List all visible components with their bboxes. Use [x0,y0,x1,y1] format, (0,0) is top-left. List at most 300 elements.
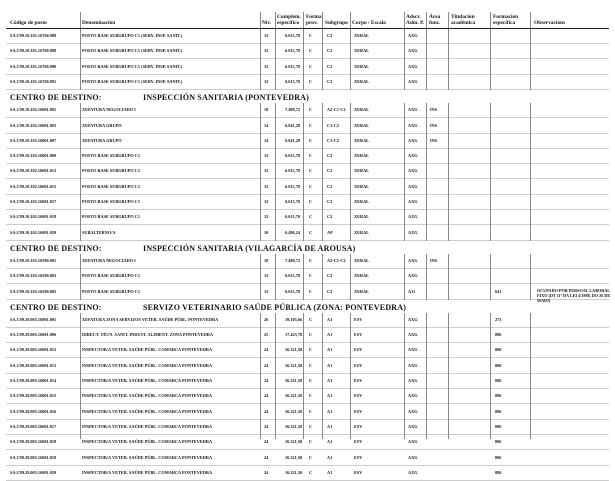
table-row [0,226,615,241]
cell-sub: C2 [327,48,333,54]
cell-corpo: XERAL [354,48,370,54]
cell-adscr: AXG [408,168,418,174]
cell-form: 086 [495,439,502,445]
cell-den: INSPECTOR/A VETER. SAÚDE PÚBL. COMARCA PONTEVEDRA [82,408,213,414]
column-divider [322,103,323,241]
column-divider [404,103,405,241]
cell-niv: 12 [264,78,269,84]
cell-niv: 24 [264,469,269,475]
column-divider [448,29,449,90]
cell-corpo: XERAL [354,153,370,159]
cell-code: SA.C99.10.101.16760.090 [10,63,57,69]
cell-adscr: AXG [408,229,418,235]
cell-adscr: AXG [408,347,418,353]
cell-adscr: AXG [408,378,418,383]
cell-niv: 10 [264,229,269,235]
cell-niv: 26 [264,316,269,322]
column-divider [80,29,81,90]
column-divider [275,313,276,439]
column-divider [350,29,351,90]
cell-adscr: AXG [408,454,418,460]
cell-adscr: AXG [408,199,418,204]
cell-sub: A1 [327,454,333,460]
cell-sub: A2-C1-C2 [327,107,346,113]
column-divider [80,103,81,241]
cell-sub: A1 [327,469,333,475]
section-label: CENTRO DE DESTINO: [10,93,102,103]
cell-niv: 24 [264,423,269,429]
cell-forma: C [309,183,313,189]
row-rule [6,89,609,90]
column-divider [322,29,323,90]
cell-comp: 16.321,50 [285,408,303,414]
cell-corpo: XERAL [354,122,370,128]
cell-code: SA.C99.29.005.16001.014 [10,378,57,383]
cell-forma: C [309,288,313,294]
header-forma: Forma [306,14,322,20]
cell-sub: C2 [327,63,333,69]
table-row [0,75,615,90]
cell-comp: 16.321,50 [285,423,303,429]
cell-adscr: AXG [408,439,418,445]
cell-form: 086 [495,423,502,429]
cell-niv: 12 [264,199,269,204]
cell-code: SA.C99.29.005.16001.020 [10,469,57,475]
cell-adscr: AXG [408,153,418,159]
header-divider [322,12,323,28]
column-divider [530,29,531,90]
column-divider [80,254,81,300]
cell-comp: 16.321,50 [285,393,303,399]
cell-corpo: ESV [354,408,363,414]
cell-forma: C [309,214,313,220]
header-academica: académica [451,20,476,26]
cell-forma: C [309,469,313,475]
column-divider [260,313,261,439]
cell-forma: C [309,33,313,38]
cell-corpo: XERAL [354,257,370,263]
table-row [0,451,615,466]
column-divider [404,313,405,439]
column-divider [490,313,491,439]
cell-forma: C [309,257,313,263]
cell-sub: C2 [327,78,333,84]
cell-corpo: XERAL [354,63,370,69]
cell-code: SA.C99.10.101.16760.088 [10,33,57,38]
cell-corpo: ESV [354,423,363,429]
table-row [0,420,615,435]
column-divider [322,254,323,300]
cell-comp: 6.615,70 [285,214,301,220]
row-rule [6,299,609,300]
cell-form: 086 [495,362,502,368]
column-divider [260,254,261,300]
column-divider [426,103,427,241]
cell-code: SA.C99.29.005.16001.006 [10,332,57,338]
cell-code: SA.C99.10.101.16760.091 [10,78,57,84]
column-divider [260,103,261,241]
cell-adscr: AXG [408,393,418,399]
cell-code: SA.C99.29.005.16001.015 [10,393,57,399]
cell-forma: C [309,78,313,84]
cell-niv: 24 [264,393,269,399]
table-row [0,103,615,118]
column-divider [322,313,323,439]
cell-adscr: AXG [408,107,418,113]
header-prov: prov. [306,20,318,26]
cell-code: SA.C99.29.005.16001.017 [10,423,57,429]
header-observacions: Observacións [534,20,566,26]
cell-forma: C [309,122,313,128]
cell-comp: 16.321,50 [285,469,303,475]
cell-corpo: XERAL [354,33,370,38]
cell-sub: AP [327,229,333,235]
cell-corpo: XERAL [354,229,370,235]
cell-corpo: XERAL [354,273,370,279]
column-divider [303,313,304,439]
cell-corpo: XERAL [354,107,370,113]
header-corpo: Corpo / Escala [352,20,386,26]
column-divider [275,254,276,300]
column-divider [260,29,261,90]
header-divider [448,12,449,28]
cell-corpo: ESV [354,469,363,475]
cell-comp: 16.321,50 [285,347,303,353]
cell-comp: 16.321,50 [285,439,303,445]
header-area: Área [429,14,441,20]
cell-den: POSTO BASE SUBGRUPO C1 [82,183,141,189]
cell-corpo: XERAL [354,199,370,204]
cell-den: DIRECT. TÉCN. SANIT. INDUST. ALIMENT. ZONA PONTEVEDRA [82,332,214,338]
cell-adscr: AXG [408,362,418,368]
cell-sub: C1-C2 [327,137,339,143]
cell-forma: C [309,48,313,54]
cell-adscr: AXG [408,316,418,322]
table-row [0,164,615,179]
cell-corpo: XERAL [354,214,370,220]
header-divider [426,12,427,28]
column-divider [530,254,531,300]
cell-area: INS [430,107,438,113]
cell-forma: C [309,378,313,383]
cell-corpo: XERAL [354,183,370,189]
cell-den: INSPECTOR/A VETER. SAÚDE PÚBL. COMARCA PONTEVEDRA [82,362,213,368]
header-codigo: Código de posto [10,20,47,26]
section-heading [0,243,615,253]
cell-comp: 6.486,24 [285,229,301,235]
cell-corpo: ESV [354,316,363,322]
cell-adscr: AXG [408,469,418,475]
table-row [0,134,615,149]
cell-adscr: AXG [408,408,418,414]
cell-comp: 6.941,28 [285,137,301,143]
cell-form: 086 [495,332,502,338]
cell-forma: C [309,347,313,353]
header-niv: Niv. [262,20,272,26]
cell-forma: C [309,316,313,322]
cell-code: SA.C99.10.102.16001.015 [10,183,57,189]
column-divider [275,29,276,90]
cell-den: XEFATURA GRUPO [82,137,122,143]
cell-observacions: OCUPADO POR PERSOAL LABORAL FIXO (DT 11ª DA LEI 4/1988, DO 26 DE MAIO) [537,287,611,304]
column-divider [303,254,304,300]
column-divider [426,254,427,300]
cell-code: SA.C99.10.102.16590.003 [10,273,57,279]
cell-code: SA.C99.29.005.16001.019 [10,454,57,460]
cell-forma: C [309,168,313,174]
cell-code: SA.C99.10.102.16001.009 [10,153,57,159]
cell-sub: C2 [327,288,333,294]
cell-corpo: XERAL [354,78,370,84]
cell-den: INSPECTOR/A VETER. SAÚDE PÚBL. COMARCA PONTEVEDRA [82,423,213,429]
cell-niv: 25 [264,332,269,338]
cell-forma: C [309,153,313,159]
cell-corpo: ESV [354,454,363,460]
cell-adscr: AXG [408,122,418,128]
column-divider [404,254,405,300]
cell-den: XEFATURA GRUPO [82,122,122,128]
cell-niv: 12 [264,153,269,159]
cell-code: SA.C99.29.005.16001.001 [10,316,57,322]
cell-adscr: AXG [408,48,418,54]
cell-forma: C [309,229,313,235]
table-row [0,359,615,374]
cell-form: 086 [495,378,502,383]
cell-forma: C [309,332,313,338]
table-row [0,374,615,389]
section-heading [0,302,615,312]
cell-forma: C [309,439,313,445]
cell-niv: 14 [264,137,269,143]
cell-adscr: AXG [408,332,418,338]
cell-corpo: XERAL [354,137,370,143]
cell-form: 086 [495,469,502,475]
cell-code: SA.C99.10.102.16590.001 [10,257,57,263]
cell-comp: 6.615,70 [285,199,301,204]
cell-corpo: ESV [354,332,363,338]
cell-comp: 6.615,70 [285,33,301,38]
column-divider [80,313,81,439]
table-row [0,435,615,450]
header-func: func. [429,20,441,26]
cell-area: INS [430,122,438,128]
cell-forma: C [309,423,313,429]
cell-den: POSTO BASE SUBGRUPO C1 [82,214,141,220]
header-divider [80,12,81,28]
header-divider [404,12,405,28]
column-divider [448,313,449,439]
cell-comp: 6.941,28 [285,122,301,128]
header-divider [350,12,351,28]
header-titulacion: Titulación [451,14,475,20]
cell-adscr: A11 [408,288,416,294]
cell-sub: C2 [327,214,333,220]
cell-comp: 6.615,70 [285,288,301,294]
cell-code: SA.C99.10.102.16001.003 [10,122,57,128]
cell-adscr: AXG [408,214,418,220]
cell-comp: 6.615,70 [285,78,301,84]
cell-code: SA.C99.29.005.16001.016 [10,408,57,414]
cell-niv: 12 [264,273,269,279]
cell-adscr: AXG [408,183,418,189]
cell-comp: 16.321,50 [285,378,303,383]
cell-adscr: AXG [408,273,418,279]
table-row [0,466,615,481]
header-divider [303,12,304,28]
cell-form: 086 [495,393,502,399]
cell-adscr: AXG [408,423,418,429]
cell-code: SA.C99.29.005.16001.012 [10,347,57,353]
cell-comp: 16.321,50 [285,454,303,460]
cell-sub: A2-C1-C2 [327,257,346,263]
cell-sub: C2 [327,33,333,38]
cell-adscr: AXG [408,257,418,263]
cell-forma: C [309,408,313,414]
column-divider [448,254,449,300]
header-subgrupo: Subgrupo [325,20,348,26]
column-divider [490,29,491,90]
cell-niv: 12 [264,168,269,174]
column-divider [275,103,276,241]
cell-den: XEFATURA NEGOCIADO I [82,107,136,113]
cell-den: POSTO BASE SUBGRUPO C1 (SERV. INSP. SANIT.) [82,33,183,38]
cell-niv: 18 [264,257,269,263]
cell-den: POSTO BASE SUBGRUPO C1 [82,153,141,159]
cell-forma: C [309,273,313,279]
cell-den: INSPECTOR/A VETER. SAÚDE PÚBL. COMARCA PONTEVEDRA [82,347,213,353]
cell-niv: 24 [264,454,269,460]
cell-sub: C2 [327,183,333,189]
cell-sub: C2 [327,199,333,204]
cell-adscr: AXG [408,137,418,143]
cell-niv: 12 [264,63,269,69]
header-adm: Adm. P. [406,20,425,26]
cell-comp: 6.615,70 [285,183,301,189]
table-row [0,180,615,195]
table-row [0,29,615,44]
cell-code: SA.C99.10.101.16760.088 [10,48,57,54]
section-label: CENTRO DE DESTINO: [10,302,102,312]
cell-form: 273 [495,316,502,322]
cell-niv: 24 [264,347,269,353]
cell-niv: 24 [264,362,269,368]
cell-den: XEFATURA NEGOCIADO I [82,257,136,263]
cell-code: SA.C99.10.102.16001.001 [10,107,57,113]
row-rule [6,240,609,241]
cell-sub: A1 [327,408,333,414]
cell-den: POSTO BASE SUBGRUPO C1 (SERV. INSP. SANIT.) [82,48,183,54]
cell-comp: 6.615,70 [285,153,301,159]
cell-den: POSTO BASE SUBGRUPO C1 (SERV. INSP. SANIT.) [82,78,183,84]
cell-sub: C1-C2 [327,122,339,128]
cell-code: SA.C99.29.005.16001.018 [10,439,57,445]
cell-code: SA.C99.10.102.16001.017 [10,199,57,204]
cell-niv: 12 [264,33,269,38]
table-row [0,285,615,300]
column-divider [530,313,531,439]
cell-forma: C [309,107,313,113]
cell-form: 641 [495,288,502,294]
cell-code: SA.C99.10.102.16001.020 [10,229,57,235]
table-row [0,60,615,75]
cell-sub: C2 [327,273,333,279]
cell-area: INS [430,137,438,143]
section-heading [0,92,615,102]
cell-forma: C [309,137,313,143]
cell-corpo: ESV [354,362,363,368]
cell-form: 086 [495,347,502,353]
column-divider [303,29,304,90]
cell-comp: 6.615,70 [285,63,301,69]
column-divider [350,313,351,439]
header-formacion: Formación [493,14,519,20]
cell-comp: 16.321,50 [285,362,303,368]
table-row [0,343,615,358]
cell-code: SA.C99.29.005.16001.013 [10,362,57,368]
cell-corpo: ESV [354,393,363,399]
cell-sub: C2 [327,153,333,159]
cell-forma: C [309,362,313,368]
header-denominacion: Denominación [82,20,116,26]
cell-corpo: ESV [354,347,363,353]
cell-sub: A1 [327,439,333,445]
cell-corpo: XERAL [354,288,370,294]
cell-den: INSPECTOR/A VETER. SAÚDE PÚBL. COMARCA PONTEVEDRA [82,454,213,460]
section-name: INSPECCIÓN SANITARIA (VILAGARCÍA DE AROUSA) [143,243,356,253]
column-divider [303,103,304,241]
cell-comp: 7.480,72 [285,107,301,113]
cell-sub: A1 [327,423,333,429]
cell-den: POSTO BASE SUBGRUPO C1 (SERV. INSP. SANIT.) [82,63,183,69]
cell-niv: 12 [264,48,269,54]
column-divider [426,29,427,90]
column-divider [404,29,405,90]
header-especifico: específico [277,20,300,26]
cell-niv: 12 [264,183,269,189]
section-label: CENTRO DE DESTINO: [10,243,102,253]
header-divider [260,12,261,28]
table-row [0,405,615,420]
header-adscr: Adscr. [406,14,421,20]
table-row [0,44,615,59]
cell-form: 086 [495,454,502,460]
cell-niv: 24 [264,439,269,445]
cell-niv: 18 [264,107,269,113]
cell-area: INS [430,257,438,263]
cell-comp: 6.615,70 [285,273,301,279]
cell-den: INSPECTOR/A VETER. SAÚDE PÚBL. COMARCA PONTEVEDRA [82,439,213,445]
cell-den: INSPECTOR/A VETER. SAÚDE PÚBL. COMARCA PONTEVEDRA [82,378,213,383]
column-divider [448,103,449,241]
cell-niv: 14 [264,122,269,128]
cell-comp: 19.105,66 [285,316,303,322]
cell-form: 086 [495,408,502,414]
cell-sub: A1 [327,347,333,353]
cell-sub: A1 [327,362,333,368]
cell-den: POSTO BASE SUBGRUPO C1 [82,168,141,174]
cell-comp: 17.423,78 [285,332,303,338]
cell-den: POSTO BASE SUBGRUPO C1 [82,273,141,279]
table-row [0,313,615,328]
cell-niv: 24 [264,408,269,414]
cell-comp: 6.615,70 [285,168,301,174]
table-row [0,328,615,343]
column-divider [530,103,531,241]
cell-sub: A1 [327,378,333,383]
header-complem: Complem. [277,14,301,20]
cell-code: SA.C99.10.102.16001.013 [10,168,57,174]
cell-code: SA.C99.10.102.16001.007 [10,137,57,143]
